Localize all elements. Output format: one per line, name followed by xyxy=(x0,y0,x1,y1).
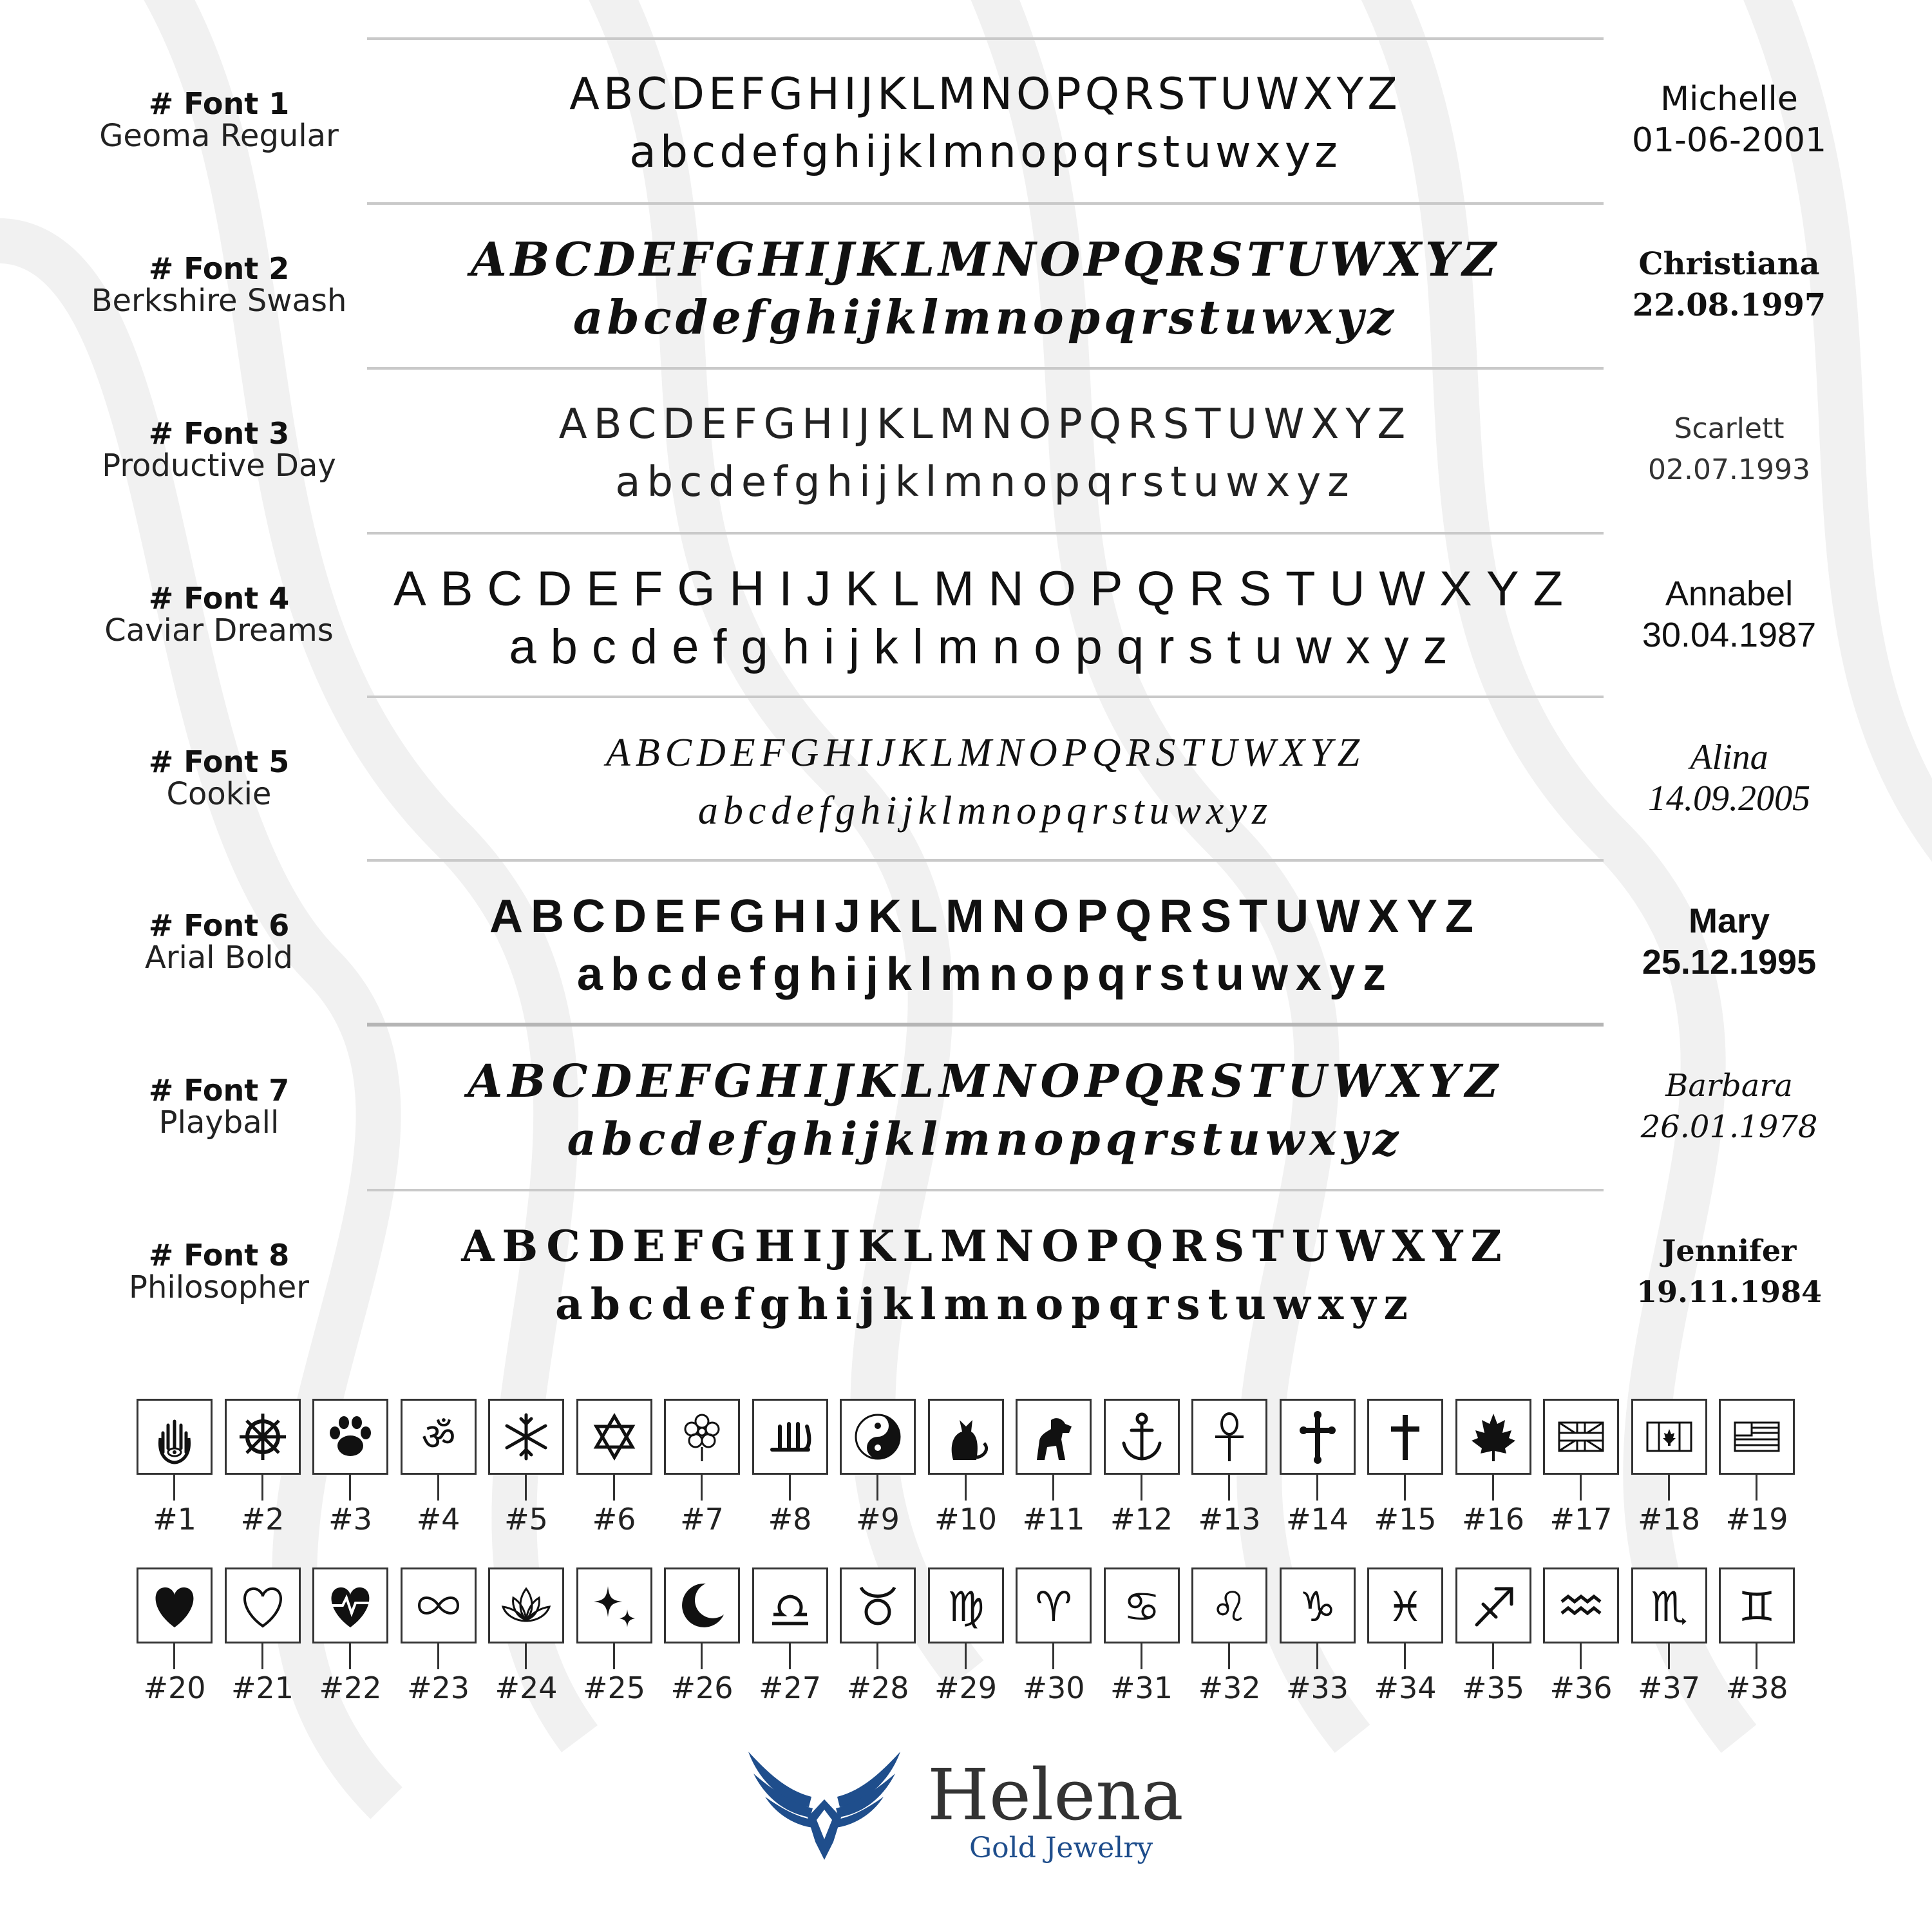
symbol-option[interactable] xyxy=(664,1567,741,1722)
symbol-option[interactable] xyxy=(1016,1399,1093,1553)
sample-date: 30.04.1987 xyxy=(1642,616,1817,654)
font-name: Arial Bold xyxy=(144,940,293,976)
sample-name: Michelle xyxy=(1660,80,1798,118)
symbol-box[interactable] xyxy=(312,1567,388,1643)
symbol-connector xyxy=(1052,1642,1054,1669)
uk-flag-icon xyxy=(1545,1401,1617,1473)
font-number: # Font 3 xyxy=(148,416,290,451)
symbol-connector xyxy=(349,1642,351,1669)
cat-icon xyxy=(930,1401,1002,1473)
symbol-option[interactable] xyxy=(1367,1399,1444,1553)
hamsa-icon xyxy=(138,1401,211,1473)
symbol-connector xyxy=(965,1473,967,1501)
aquarius-icon xyxy=(1545,1569,1617,1642)
libra-icon xyxy=(754,1569,826,1642)
uppercase-alphabet: ABCDEFGHIJKLMNOPQRSTUWXYZ xyxy=(393,562,1577,616)
sagittarius-icon xyxy=(1457,1569,1530,1642)
aries-icon xyxy=(1018,1569,1090,1642)
font-number: # Font 8 xyxy=(148,1238,290,1273)
uppercase-alphabet: ABCDEFGHIJKLMNOPQRSTUWXYZ xyxy=(470,232,1501,287)
symbol-box[interactable] xyxy=(928,1567,1004,1643)
symbol-option[interactable] xyxy=(840,1399,917,1553)
symbol-box[interactable] xyxy=(1455,1399,1531,1475)
font-label xyxy=(58,746,380,810)
symbol-number: #1 xyxy=(153,1502,196,1537)
sample-date: 01-06-2001 xyxy=(1631,121,1827,160)
symbol-box[interactable] xyxy=(225,1399,301,1475)
symbol-option[interactable] xyxy=(1543,1567,1620,1722)
symbol-connector xyxy=(1404,1473,1406,1501)
sample-name: Scarlett xyxy=(1674,412,1785,445)
symbol-option[interactable] xyxy=(225,1567,302,1722)
symbol-option[interactable] xyxy=(1543,1399,1620,1553)
symbol-box[interactable] xyxy=(401,1567,477,1643)
symbol-box[interactable] xyxy=(1191,1399,1267,1475)
lowercase-alphabet: abcdefghijklmnopqrstuwxyz xyxy=(697,789,1273,833)
symbol-number: #12 xyxy=(1110,1502,1173,1537)
symbol-box[interactable] xyxy=(1543,1399,1619,1475)
symbol-number: #37 xyxy=(1637,1671,1701,1705)
symbol-box[interactable] xyxy=(1455,1567,1531,1643)
symbol-number: #26 xyxy=(670,1671,734,1705)
symbol-option[interactable] xyxy=(225,1399,302,1553)
symbol-row xyxy=(0,1567,1932,1722)
font-name: Geoma Regular xyxy=(99,118,339,154)
symbol-connector xyxy=(173,1473,175,1501)
font-label xyxy=(58,252,380,317)
symbol-connector xyxy=(349,1473,351,1501)
symbol-option[interactable] xyxy=(1631,1567,1709,1722)
flower-icon xyxy=(666,1401,738,1473)
symbol-number: #11 xyxy=(1022,1502,1085,1537)
om-icon xyxy=(402,1401,475,1473)
symbol-option[interactable] xyxy=(312,1399,390,1553)
symbol-option[interactable] xyxy=(752,1567,829,1722)
font-number: # Font 6 xyxy=(148,908,290,943)
us-flag-icon xyxy=(1721,1401,1793,1473)
symbol-box[interactable] xyxy=(137,1567,213,1643)
symbol-option[interactable] xyxy=(137,1567,214,1722)
symbol-option[interactable] xyxy=(928,1399,1005,1553)
symbol-connector xyxy=(613,1642,615,1669)
symbol-option[interactable] xyxy=(840,1567,917,1722)
symbol-connector xyxy=(876,1642,878,1669)
symbol-number: #28 xyxy=(846,1671,909,1705)
font-label xyxy=(58,582,380,647)
maple-leaf-icon xyxy=(1457,1401,1530,1473)
symbol-number: #2 xyxy=(240,1502,285,1537)
symbol-box[interactable] xyxy=(1016,1567,1092,1643)
symbol-connector xyxy=(789,1642,791,1669)
alphabet-sample xyxy=(367,1217,1604,1333)
symbol-number: #33 xyxy=(1285,1671,1349,1705)
sample-name: Christiana xyxy=(1638,246,1820,282)
star-of-david-icon xyxy=(578,1401,650,1473)
symbol-box[interactable] xyxy=(1367,1567,1443,1643)
crescent-moon-icon xyxy=(666,1569,738,1642)
symbol-box[interactable] xyxy=(1719,1399,1795,1475)
font-row-1[interactable] xyxy=(0,40,1932,204)
engraving-sample xyxy=(1604,1230,1855,1312)
symbol-option[interactable] xyxy=(1455,1567,1533,1722)
taurus-icon xyxy=(842,1569,914,1642)
symbol-box[interactable] xyxy=(1631,1567,1707,1643)
symbol-connector xyxy=(613,1473,615,1501)
symbol-connector xyxy=(789,1473,791,1501)
symbol-number: #27 xyxy=(758,1671,822,1705)
symbol-number: #31 xyxy=(1110,1671,1173,1705)
font-row-6[interactable] xyxy=(0,862,1932,1025)
sample-date: 25.12.1995 xyxy=(1642,943,1817,981)
symbol-option[interactable] xyxy=(488,1567,565,1722)
symbol-connector xyxy=(1668,1473,1670,1501)
symbol-number: #16 xyxy=(1461,1502,1525,1537)
engraving-sample xyxy=(1604,737,1855,819)
symbol-option[interactable] xyxy=(488,1399,565,1553)
font-number: # Font 7 xyxy=(148,1073,290,1108)
symbol-option[interactable] xyxy=(1104,1567,1181,1722)
svg-text:ॐ: ॐ xyxy=(421,1415,455,1459)
symbol-option[interactable] xyxy=(137,1399,214,1553)
font-number: # Font 5 xyxy=(148,744,290,779)
symbol-box[interactable] xyxy=(137,1399,213,1475)
svg-text:♈: ♈ xyxy=(1035,1584,1072,1631)
uppercase-alphabet: ABCDEFGHIJKLMNOPQRSTUWXYZ xyxy=(569,69,1401,120)
font-label xyxy=(58,1239,380,1303)
font-row-4[interactable] xyxy=(0,535,1932,698)
symbol-box[interactable] xyxy=(664,1567,740,1643)
symbol-box[interactable] xyxy=(752,1567,828,1643)
symbol-connector xyxy=(1228,1473,1230,1501)
ankh-icon xyxy=(1193,1401,1265,1473)
symbol-connector xyxy=(261,1473,263,1501)
symbol-number: #34 xyxy=(1374,1671,1437,1705)
uppercase-alphabet: ABCDEFGHIJKLMNOPQRSTUWXYZ xyxy=(489,891,1481,942)
symbol-connector xyxy=(965,1642,967,1669)
font-number: # Font 4 xyxy=(148,581,290,616)
symbol-connector xyxy=(1756,1642,1757,1669)
allah-calligraphy-icon xyxy=(754,1401,826,1473)
lowercase-alphabet: abcdefghijklmnopqrstuwxyz xyxy=(576,949,1394,1000)
symbol-connector xyxy=(525,1642,527,1669)
cancer-icon xyxy=(1106,1569,1178,1642)
engraving-sample xyxy=(1604,408,1855,491)
symbol-number: #4 xyxy=(416,1502,460,1537)
symbol-number: #36 xyxy=(1549,1671,1613,1705)
sample-name: Jennifer xyxy=(1662,1233,1797,1268)
symbol-box[interactable] xyxy=(1280,1567,1356,1643)
symbol-connector xyxy=(1141,1473,1142,1501)
symbol-box[interactable] xyxy=(1104,1567,1180,1643)
brand-subtitle: Gold Jewelry xyxy=(969,1832,1153,1864)
sample-date: 19.11.1984 xyxy=(1636,1274,1823,1309)
sample-name: Alina xyxy=(1690,737,1768,777)
font-row-7[interactable] xyxy=(0,1027,1932,1190)
symbol-connector xyxy=(1404,1642,1406,1669)
font-name: Philosopher xyxy=(129,1269,309,1305)
lowercase-alphabet: abcdefghijklmnopqrstuwxyz xyxy=(573,290,1398,345)
symbol-option[interactable] xyxy=(1280,1567,1357,1722)
sample-name: Barbara xyxy=(1665,1068,1793,1104)
symbol-option[interactable] xyxy=(401,1399,478,1553)
font-name: Caviar Dreams xyxy=(104,612,334,649)
symbol-number: #10 xyxy=(934,1502,998,1537)
engraving-sample xyxy=(1604,1065,1855,1148)
symbol-option[interactable] xyxy=(576,1567,654,1722)
symbol-box[interactable] xyxy=(1280,1399,1356,1475)
symbol-number: #7 xyxy=(680,1502,724,1537)
font-name: Productive Day xyxy=(102,448,336,484)
font-label xyxy=(58,88,380,152)
capricorn-icon xyxy=(1282,1569,1354,1642)
font-name: Berkshire Swash xyxy=(91,283,347,319)
symbol-option[interactable] xyxy=(1280,1399,1357,1553)
engraving-sample xyxy=(1604,243,1855,326)
font-row-3[interactable] xyxy=(0,370,1932,533)
symbol-box[interactable] xyxy=(1191,1567,1267,1643)
symbol-connector xyxy=(1668,1642,1670,1669)
symbol-connector xyxy=(701,1473,703,1501)
symbol-box[interactable] xyxy=(840,1567,916,1643)
anchor-icon xyxy=(1106,1401,1178,1473)
symbol-option[interactable] xyxy=(1455,1399,1533,1553)
symbol-option[interactable] xyxy=(1631,1399,1709,1553)
alphabet-sample xyxy=(367,66,1604,182)
dog-icon xyxy=(1018,1401,1090,1473)
symbol-box[interactable] xyxy=(840,1399,916,1475)
symbol-box[interactable] xyxy=(488,1399,564,1475)
heart-filled-icon xyxy=(138,1569,211,1642)
heart-outline-icon xyxy=(227,1569,299,1642)
symbol-connector xyxy=(1492,1642,1494,1669)
symbol-connector xyxy=(701,1642,703,1669)
scorpio-icon xyxy=(1633,1569,1705,1642)
symbol-connector xyxy=(1141,1642,1142,1669)
yin-yang-icon xyxy=(842,1401,914,1473)
symbol-option[interactable] xyxy=(1719,1399,1796,1553)
symbol-connector xyxy=(437,1642,439,1669)
symbol-box[interactable] xyxy=(664,1399,740,1475)
symbol-number: #25 xyxy=(582,1671,646,1705)
symbol-option[interactable] xyxy=(928,1567,1005,1722)
symbol-number: #38 xyxy=(1725,1671,1788,1705)
symbol-number: #32 xyxy=(1198,1671,1261,1705)
symbol-connector xyxy=(1316,1642,1318,1669)
symbol-box[interactable] xyxy=(928,1399,1004,1475)
gemini-icon xyxy=(1721,1569,1793,1642)
lotus-icon xyxy=(490,1569,562,1642)
font-name: Playball xyxy=(158,1104,279,1141)
font-row-5[interactable] xyxy=(0,698,1932,862)
symbol-box[interactable] xyxy=(1631,1399,1707,1475)
sample-date: 02.07.1993 xyxy=(1648,453,1810,486)
svg-text:♋: ♋ xyxy=(1122,1584,1160,1631)
symbol-number: #15 xyxy=(1374,1502,1437,1537)
sample-name: Mary xyxy=(1688,902,1770,940)
symbol-option[interactable] xyxy=(664,1399,741,1553)
symbol-number: #22 xyxy=(319,1671,382,1705)
symbol-option[interactable] xyxy=(312,1567,390,1722)
symbol-box[interactable] xyxy=(752,1399,828,1475)
symbol-connector xyxy=(261,1642,263,1669)
alphabet-sample xyxy=(367,231,1604,346)
leo-icon xyxy=(1193,1569,1265,1642)
symbol-number: #18 xyxy=(1637,1502,1701,1537)
font-row-8[interactable] xyxy=(0,1191,1932,1355)
symbol-connector xyxy=(525,1473,527,1501)
brand-name: Helena xyxy=(927,1754,1184,1836)
snowflake-icon xyxy=(490,1401,562,1473)
symbol-number: #3 xyxy=(328,1502,372,1537)
lowercase-alphabet: abcdefghijklmnopqrstuwxyz xyxy=(629,127,1341,178)
symbol-row xyxy=(0,1399,1932,1553)
symbol-number: #35 xyxy=(1461,1671,1525,1705)
svg-text:♊: ♊ xyxy=(1738,1584,1776,1631)
symbol-option[interactable] xyxy=(1104,1399,1181,1553)
svg-text:♏: ♏ xyxy=(1650,1584,1688,1631)
symbol-connector xyxy=(437,1473,439,1501)
symbol-option[interactable] xyxy=(576,1399,654,1553)
symbol-connector xyxy=(1580,1473,1582,1501)
uppercase-alphabet: ABCDEFGHIJKLMNOPQRSTUWXYZ xyxy=(558,401,1412,448)
symbol-number: #30 xyxy=(1022,1671,1085,1705)
symbol-number: #8 xyxy=(768,1502,812,1537)
symbol-connector xyxy=(1492,1473,1494,1501)
alphabet-sample xyxy=(367,887,1604,1003)
symbol-box[interactable] xyxy=(576,1399,652,1475)
canada-flag-icon xyxy=(1633,1401,1705,1473)
symbol-box[interactable] xyxy=(401,1399,477,1475)
symbol-number: #21 xyxy=(231,1671,294,1705)
lowercase-alphabet: abcdefghijklmnopqrstuwxyz xyxy=(615,459,1356,506)
lowercase-alphabet: abcdefghijklmnopqrstuwxyz xyxy=(509,620,1462,674)
symbol-box[interactable] xyxy=(1104,1399,1180,1475)
symbol-number: #17 xyxy=(1549,1502,1613,1537)
uppercase-alphabet: ABCDEFGHIJKLMNOPQRSTUWXYZ xyxy=(605,731,1365,775)
symbol-connector xyxy=(1228,1642,1230,1669)
symbol-option[interactable] xyxy=(1367,1567,1444,1722)
svg-text:♍: ♍ xyxy=(947,1584,985,1631)
virgo-icon xyxy=(930,1569,1002,1642)
symbol-box[interactable] xyxy=(1543,1567,1619,1643)
alphabet-sample xyxy=(367,395,1604,511)
symbol-number: #23 xyxy=(406,1671,470,1705)
symbol-number: #5 xyxy=(504,1502,548,1537)
svg-text:♑: ♑ xyxy=(1298,1584,1336,1631)
engraving-sample xyxy=(1604,900,1855,983)
symbol-connector xyxy=(1316,1473,1318,1501)
font-label xyxy=(58,1074,380,1139)
svg-text:♌: ♌ xyxy=(1211,1584,1248,1631)
font-name: Cookie xyxy=(166,776,272,812)
font-row-2[interactable] xyxy=(0,205,1932,368)
ornate-cross-icon xyxy=(1282,1401,1354,1473)
engraving-sample xyxy=(1604,573,1855,656)
alphabet-sample xyxy=(367,560,1604,676)
symbol-option[interactable] xyxy=(752,1399,829,1553)
symbol-box[interactable] xyxy=(1367,1399,1443,1475)
symbol-number: #24 xyxy=(495,1671,558,1705)
font-label xyxy=(58,417,380,482)
brand-logo xyxy=(747,1745,1211,1874)
symbol-connector xyxy=(173,1642,175,1669)
sparkles-icon xyxy=(578,1569,650,1642)
symbol-number: #9 xyxy=(856,1502,900,1537)
sample-date: 14.09.2005 xyxy=(1648,779,1810,819)
symbol-box[interactable] xyxy=(312,1399,388,1475)
heartbeat-icon xyxy=(314,1569,386,1642)
ship-wheel-icon xyxy=(227,1401,299,1473)
symbol-box[interactable] xyxy=(576,1567,652,1643)
symbol-number: #14 xyxy=(1285,1502,1349,1537)
font-label xyxy=(58,909,380,974)
symbol-connector xyxy=(876,1473,878,1501)
symbol-option[interactable] xyxy=(1191,1399,1269,1553)
symbol-connector xyxy=(1580,1642,1582,1669)
symbol-number: #19 xyxy=(1725,1502,1788,1537)
symbol-option[interactable] xyxy=(1719,1567,1796,1722)
symbol-connector xyxy=(1756,1473,1757,1501)
pisces-icon xyxy=(1369,1569,1441,1642)
infinity-icon xyxy=(402,1569,475,1642)
svg-text:♓: ♓ xyxy=(1387,1584,1424,1631)
symbol-option[interactable] xyxy=(1016,1567,1093,1722)
uppercase-alphabet: ABCDEFGHIJKLMNOPQRSTUWXYZ xyxy=(461,1221,1510,1271)
symbol-number: #13 xyxy=(1198,1502,1261,1537)
sample-date: 26.01.1978 xyxy=(1640,1109,1818,1145)
symbol-option[interactable] xyxy=(401,1567,478,1722)
symbol-box[interactable] xyxy=(225,1567,301,1643)
symbol-box[interactable] xyxy=(488,1567,564,1643)
font-number: # Font 2 xyxy=(148,251,290,286)
lowercase-alphabet: abcdefghijklmnopqrstuwxyz xyxy=(567,1112,1404,1166)
symbol-number: #6 xyxy=(592,1502,636,1537)
sample-date: 22.08.1997 xyxy=(1632,287,1826,323)
symbol-connector xyxy=(1052,1473,1054,1501)
eagle-logo-icon xyxy=(747,1745,902,1861)
symbol-box[interactable] xyxy=(1719,1567,1795,1643)
font-number: # Font 1 xyxy=(148,86,290,121)
alphabet-sample xyxy=(367,1052,1604,1168)
uppercase-alphabet: ABCDEFGHIJKLMNOPQRSTUWXYZ xyxy=(468,1054,1503,1108)
alphabet-sample xyxy=(367,724,1604,840)
symbol-number: #29 xyxy=(934,1671,998,1705)
sample-name: Annabel xyxy=(1665,574,1794,613)
cross-icon xyxy=(1369,1401,1441,1473)
paw-icon xyxy=(314,1401,386,1473)
engraving-sample xyxy=(1604,79,1855,161)
symbol-number: #20 xyxy=(143,1671,206,1705)
symbol-box[interactable] xyxy=(1016,1399,1092,1475)
lowercase-alphabet: abcdefghijklmnopqrstuwxyz xyxy=(554,1279,1416,1329)
symbol-option[interactable] xyxy=(1191,1567,1269,1722)
